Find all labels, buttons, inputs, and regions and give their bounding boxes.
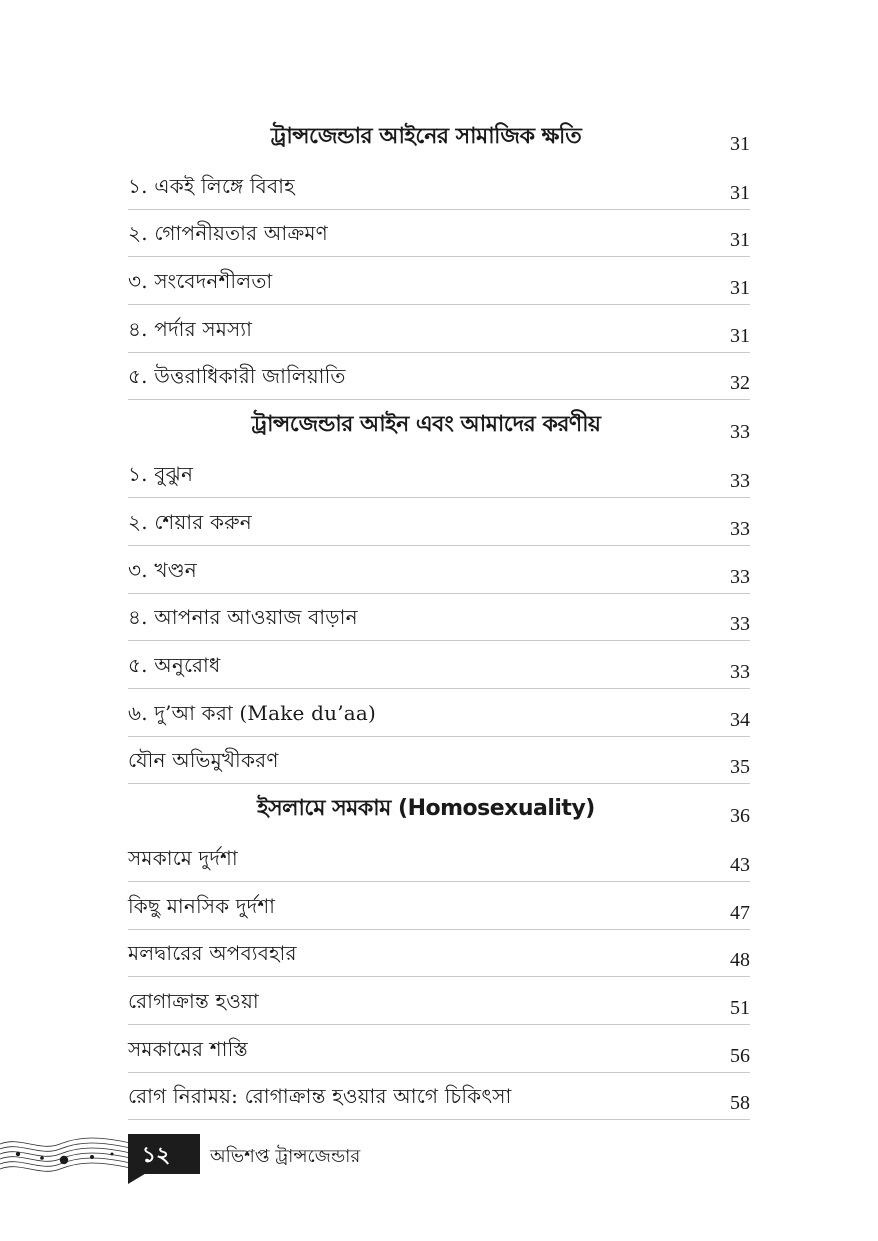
toc-item (128, 594, 750, 642)
toc-item (128, 498, 750, 546)
toc-item (128, 930, 750, 978)
toc-item (128, 1025, 750, 1073)
toc-heading (128, 112, 750, 162)
page-footer (0, 1128, 878, 1188)
toc-item (128, 737, 750, 785)
toc-item (128, 162, 750, 210)
toc-heading (128, 784, 750, 834)
toc-item (128, 305, 750, 353)
toc-item-label: ২. গোপনীয়তার আক্রমণ (128, 221, 328, 246)
toc-page-number: 43 (730, 853, 750, 876)
toc-item (128, 977, 750, 1025)
toc-page-number: 36 (730, 805, 750, 828)
toc-item (128, 641, 750, 689)
toc-page-number: 31 (730, 181, 750, 204)
toc-item (128, 210, 750, 258)
table-of-contents (128, 112, 750, 1120)
page-number: ১২ (141, 1143, 171, 1168)
toc-item-label: সমকামের শাস্তি (128, 1036, 248, 1061)
toc-page-number: 34 (730, 708, 750, 731)
toc-page-number: 33 (730, 660, 750, 683)
toc-item-label: রোগাক্রান্ত হওয়া (128, 989, 259, 1013)
toc-item-label: ৬. দু’আ করা (Make du’aa) (128, 700, 377, 725)
toc-page-number: 33 (730, 470, 750, 493)
toc-page-number: 56 (730, 1044, 750, 1067)
toc-page-number: 31 (730, 229, 750, 252)
toc-item (128, 882, 750, 930)
toc-item-label: যৌন অভিমুখীকরণ (128, 748, 279, 773)
toc-page-number: 35 (730, 756, 750, 779)
toc-item-label: মলদ্বারের অপব্যবহার (128, 941, 297, 966)
toc-item (128, 257, 750, 305)
toc-item-label: সমকামে দুর্দশা (128, 845, 238, 870)
toc-heading (128, 400, 750, 450)
toc-item (128, 689, 750, 737)
toc-page-number: 31 (730, 324, 750, 347)
toc-page-number: 48 (730, 949, 750, 972)
book-title: অভিশপ্ত ট্রান্সজেন্ডার (210, 1146, 361, 1167)
toc-item-label: ৫. উত্তরাধিকারী জালিয়াতি (128, 364, 346, 389)
toc-page-number: 31 (730, 133, 750, 155)
toc-page-number: 47 (730, 901, 750, 924)
toc-page-number: 33 (730, 613, 750, 636)
toc-page-number: 51 (730, 997, 750, 1019)
toc-item-label: ৫. অনুরোধ (128, 652, 221, 677)
toc-page-number: 33 (730, 421, 750, 444)
toc-item-label: ১. বুঝুন (128, 462, 194, 487)
toc-item-label: ১. একই লিঙ্গে বিবাহ (128, 173, 295, 198)
toc-item-label: ৪. আপনার আওয়াজ বাড়ান (128, 605, 358, 630)
toc-page-number: 33 (730, 565, 750, 588)
toc-heading-label: ট্রান্সজেন্ডার আইনের সামাজিক ক্ষতি (270, 124, 582, 149)
toc-heading-label: ইসলামে সমকাম (Homosexuality) (257, 796, 595, 822)
toc-item (128, 834, 750, 882)
toc-page-number: 33 (730, 517, 750, 540)
toc-page-number: 32 (730, 372, 750, 395)
toc-item (128, 1073, 750, 1121)
toc-page-number: 31 (730, 277, 750, 300)
toc-item-label: ৪. পর্দার সমস্যা (128, 316, 253, 341)
toc-item-label: ৩. সংবেদনশীলতা (128, 269, 273, 294)
toc-heading-label: ট্রান্সজেন্ডার আইন এবং আমাদের করণীয় (251, 412, 601, 438)
wave-ornament (0, 1132, 140, 1182)
toc-item-label: রোগ নিরাময়: রোগাক্রান্ত হওয়ার আগে চিকিৎসা (128, 1084, 512, 1109)
toc-item (128, 546, 750, 594)
toc-page-number: 58 (730, 1092, 750, 1115)
toc-item-label: কিছু মানসিক দুর্দশা (128, 893, 276, 918)
toc-item-label: ২. শেয়ার করুন (128, 509, 252, 534)
toc-item (128, 450, 750, 498)
toc-item (128, 353, 750, 401)
toc-item-label: ৩. খণ্ডন (128, 557, 197, 582)
